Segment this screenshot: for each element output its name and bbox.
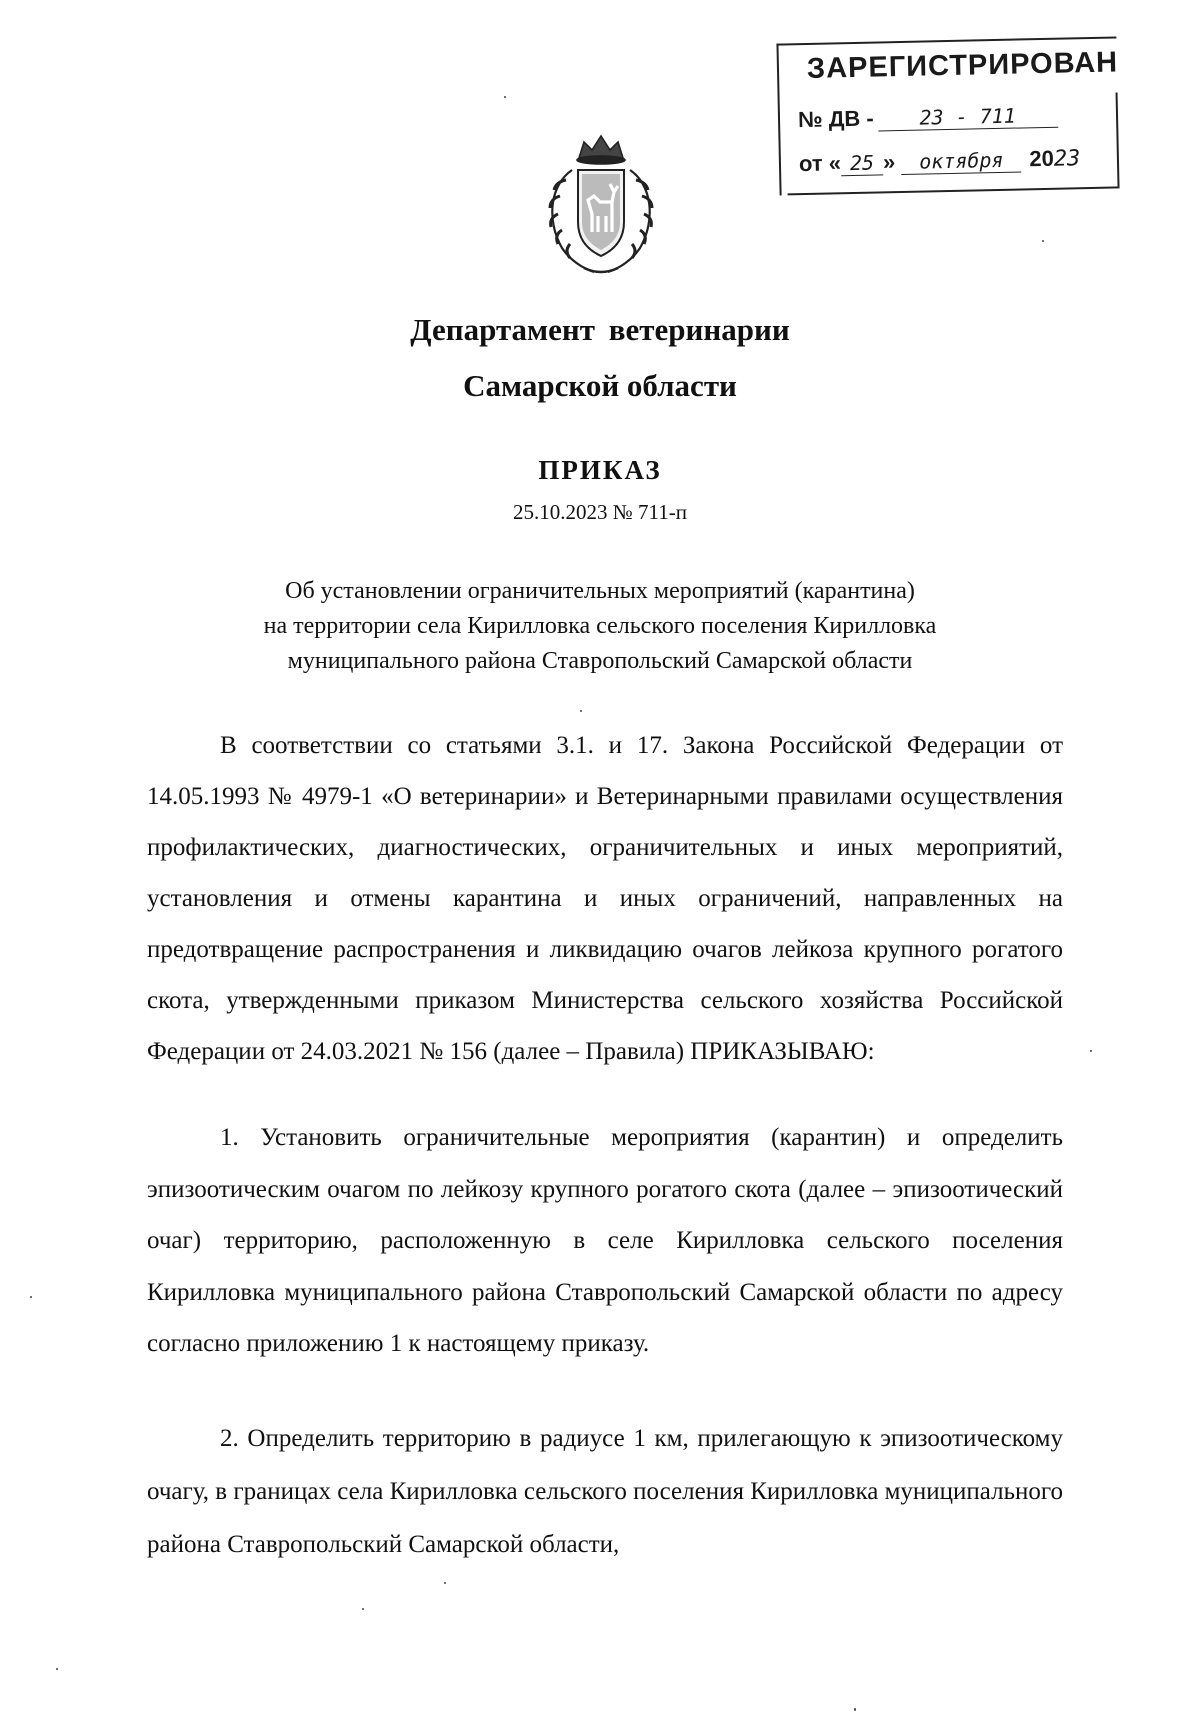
scan-speck (1090, 1050, 1092, 1052)
order-item-1: 1. Установить ограничительные мероприятия (карантин) и определить эпизоотическим очагом по лейкозу крупного рогатого скота (далее – эпизоотический очаг) территорию, расположенную в селе Кирилловка сельского поселения Кирилловка муниципального района Ставропольский Самарской области по адресу согласно приложению 1 к настоящему приказу. (147, 1124, 1063, 1357)
stamp-year-printed: 20 (1029, 145, 1055, 172)
scan-speck (580, 710, 582, 712)
stamp-number-prefix: № ДВ - (797, 105, 874, 133)
order-subject (0, 574, 1200, 679)
scan-speck (1042, 240, 1044, 242)
stamp-number-handwritten: 23 - 711 (877, 103, 1057, 132)
stamp-month-handwritten: октября (901, 147, 1021, 175)
scan-speck (30, 1296, 32, 1298)
registration-stamp (776, 36, 1119, 195)
department-name-line2: Самарской области (463, 368, 737, 403)
scan-speck (444, 1582, 446, 1584)
department-name-line1: Департамент ветеринарии (410, 312, 790, 347)
preamble-paragraph: В соответствии со статьями 3.1. и 17. Закона Российской Федерации от 14.05.1993 № 4979-1 «О ветеринарии» и Ветеринарными правилами осуществления профилактических, диагностических, ограничительных и иных мероприятий, установления и отмены карантина и иных ограничений, направленных на предотвращение распространения и ликвидацию очагов лейкоза крупного рогатого скота, утвержденными приказом Министерства сельского хозяйства Российской Федерации от 24.03.2021 № 156 (далее – Правила) ПРИКАЗЫВАЮ: (147, 732, 1063, 1065)
stamp-date-row (799, 145, 1081, 177)
stamp-border-bottom (788, 186, 1120, 195)
stamp-title: ЗАРЕГИСТРИРОВАН (806, 46, 1119, 85)
stamp-border-right (1116, 92, 1120, 186)
order-item-2: 2. Определить территорию в радиусе 1 км, прилегающую к эпизоотическому очагу, в границах села Кирилловка сельского поселения Кирилловка муниципального района Ставропольский Самарской области, (147, 1425, 1063, 1558)
samara-coat-of-arms-icon (532, 130, 670, 280)
stamp-number-row (798, 102, 1058, 133)
stamp-year-handwritten: 23 (1053, 146, 1081, 172)
subject-line: на территории села Кирилловка сельского поселения Кирилловка (263, 613, 937, 639)
stamp-date-mid: » (882, 149, 896, 175)
stamp-day-handwritten: 25 (841, 150, 884, 176)
scan-speck (362, 1608, 364, 1610)
scan-speck (504, 96, 506, 98)
subject-line: муниципального района Ставропольский Самарской области (287, 648, 913, 674)
scan-speck (854, 1708, 856, 1711)
order-date-number: 25.10.2023 № 711-п (513, 500, 687, 524)
document-type-heading: ПРИКАЗ (538, 455, 662, 485)
scan-speck (56, 1668, 58, 1670)
subject-line: Об установлении ограничительных мероприятий (карантина) (285, 578, 915, 604)
stamp-date-prefix: от « (798, 150, 842, 177)
